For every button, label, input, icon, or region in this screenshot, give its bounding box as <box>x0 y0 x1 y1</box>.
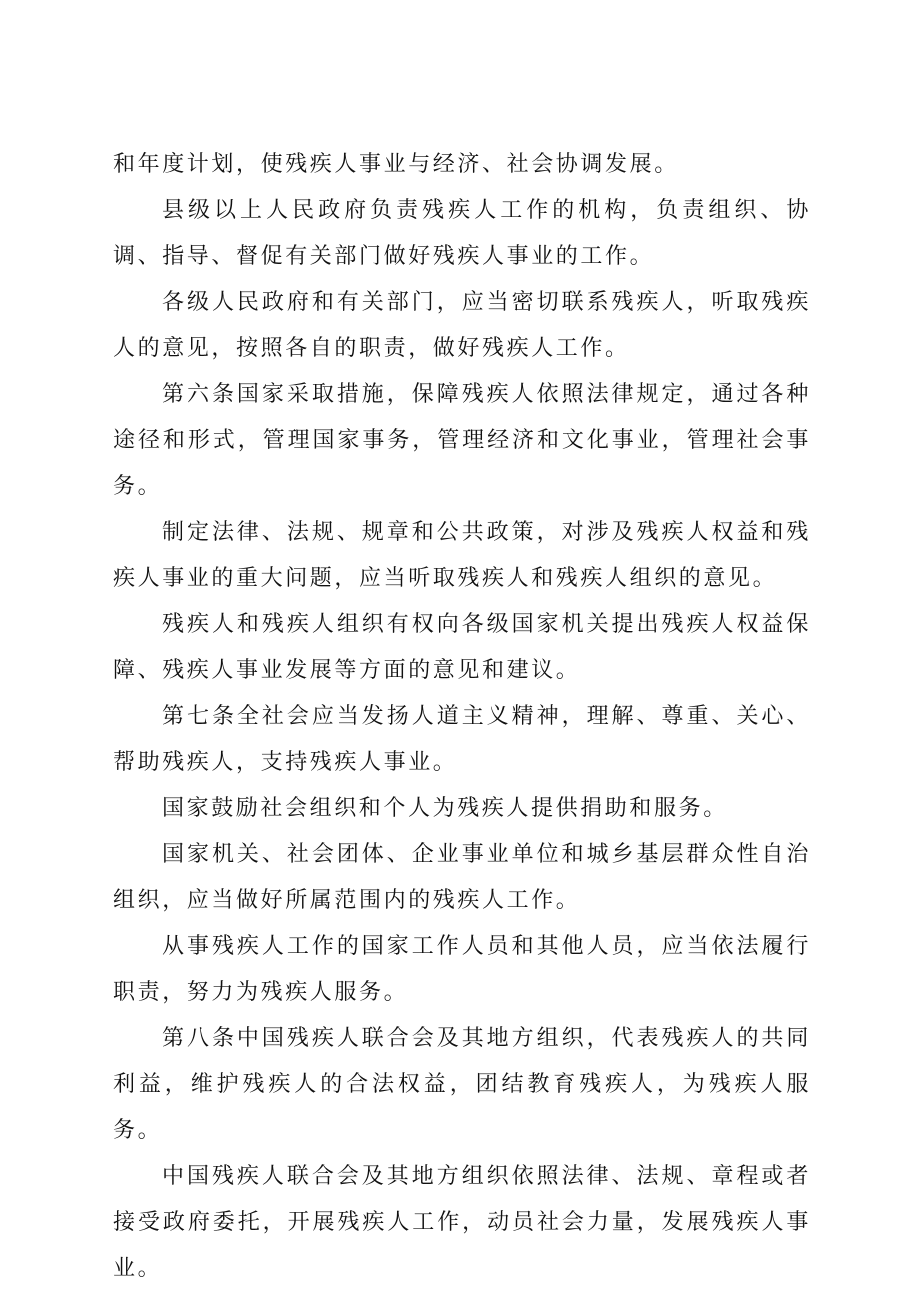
paragraph-12: 中国残疾人联合会及其地方组织依照法律、法规、章程或者接受政府委托，开展残疾人工作，动员社会力量，发展残疾人事业。 <box>113 1164 811 1281</box>
paragraph-article-7: 第七条全社会应当发扬人道主义精神，理解、尊重、关心、帮助残疾人，支持残疾人事业。 <box>113 704 811 775</box>
paragraph-10: 从事残疾人工作的国家工作人员和其他人员，应当依法履行职责，努力为残疾人服务。 <box>113 934 811 1005</box>
paragraph-2: 县级以上人民政府负责残疾人工作的机构，负责组织、协调、指导、督促有关部门做好残疾人事业的工作。 <box>113 198 811 269</box>
document-body <box>113 142 811 1292</box>
paragraph-1: 和年度计划，使残疾人事业与经济、社会协调发展。 <box>113 152 679 177</box>
paragraph-3: 各级人民政府和有关部门，应当密切联系残疾人，听取残疾人的意见，按照各自的职责，做好残疾人工作。 <box>113 290 811 361</box>
paragraph-5: 制定法律、法规、规章和公共政策，对涉及残疾人权益和残疾人事业的重大问题，应当听取残疾人和残疾人组织的意见。 <box>113 520 811 591</box>
paragraph-9: 国家机关、社会团体、企业事业单位和城乡基层群众性自治组织，应当做好所属范围内的残疾人工作。 <box>113 842 811 913</box>
paragraph-6: 残疾人和残疾人组织有权向各级国家机关提出残疾人权益保障、残疾人事业发展等方面的意见和建议。 <box>113 612 811 683</box>
paragraph-8: 国家鼓励社会组织和个人为残疾人提供捐助和服务。 <box>162 796 728 821</box>
paragraph-article-6: 第六条国家采取措施，保障残疾人依照法律规定，通过各种途径和形式，管理国家事务，管理经济和文化事业，管理社会事务。 <box>113 382 811 499</box>
paragraph-article-8: 第八条中国残疾人联合会及其地方组织，代表残疾人的共同利益，维护残疾人的合法权益，团结教育残疾人，为残疾人服务。 <box>113 1026 811 1143</box>
